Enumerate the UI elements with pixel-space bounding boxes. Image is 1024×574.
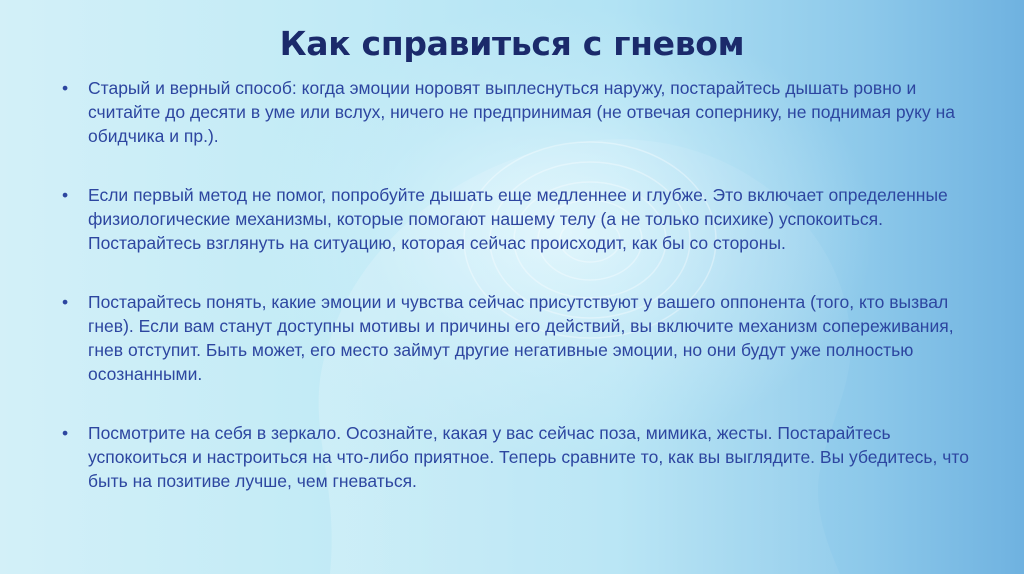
slide-title: Как справиться с гневом	[279, 24, 745, 63]
bullet-item: • Постарайтесь понять, какие эмоции и чувства сейчас присутствуют у вашего оппонента (того, кто вызвал гнев). Если вам станут доступны мотивы и причины его действий, вы включите механизм сопереживания, гнев отступит. Быть может, его место займут другие негативные эмоции, но они будут уже полностью осознанными.	[62, 290, 982, 386]
bullet-list	[62, 76, 982, 528]
bullet-item: • Если первый метод не помог, попробуйте дышать еще медленнее и глубже. Это включает определенные физиологические механизмы, которые помогают нашему телу (а не только психике) успокоиться. Постарайтесь взглянуть на ситуацию, которая сейчас происходит, как бы со стороны.	[62, 183, 982, 255]
bullet-item: • Посмотрите на себя в зеркало. Осознайте, какая у вас сейчас поза, мимика, жесты. Постарайтесь успокоиться и настроиться на что-либо приятное. Теперь сравните то, как вы выглядите. Вы убедитесь, что быть на позитиве лучше, чем гневаться.	[62, 421, 982, 493]
bullet-item: • Старый и верный способ: когда эмоции норовят выплеснуться наружу, постарайтесь дышать ровно и считайте до десяти в уме или вслух, ничего не предпринимая (не отвечая сопернику, не поднимая руку на обидчика и пр.).	[62, 76, 982, 148]
